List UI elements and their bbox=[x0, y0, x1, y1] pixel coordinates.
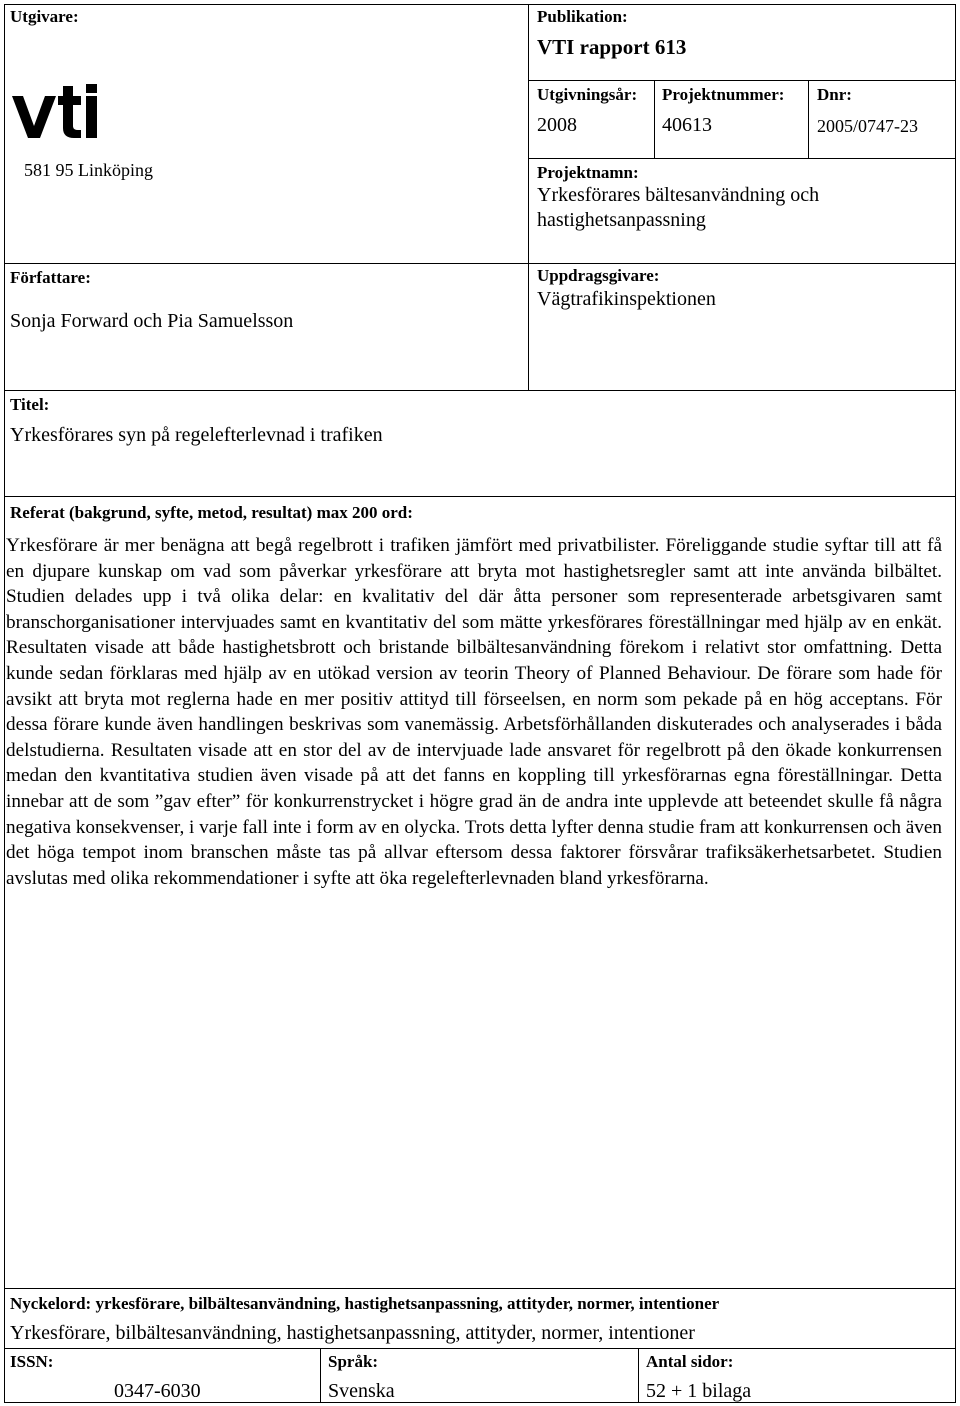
publisher-label: Utgivare: bbox=[10, 7, 79, 26]
year-value: 2008 bbox=[537, 114, 577, 136]
project-number-value: 40613 bbox=[662, 114, 712, 136]
dnr-value: 2005/0747-23 bbox=[817, 116, 918, 136]
project-number-label: Projektnummer: bbox=[662, 85, 785, 104]
divider bbox=[528, 80, 956, 81]
publisher-address: 581 95 Linköping bbox=[24, 160, 153, 180]
title-value: Yrkesförares syn på regelefterlevnad i trafiken bbox=[10, 424, 383, 446]
divider bbox=[4, 496, 956, 497]
project-name-line2: hastighetsanpassning bbox=[537, 209, 706, 231]
authors-label: Författare: bbox=[10, 268, 91, 287]
year-label: Utgivningsår: bbox=[537, 85, 638, 104]
keywords-label: Nyckelord: yrkesförare, bilbältesanvändning, hastighetsanpassning, attityder, normer, intentioner bbox=[10, 1294, 720, 1313]
project-name-line1: Yrkesförares bältesanvändning och bbox=[537, 184, 820, 206]
language-value: Svenska bbox=[328, 1380, 395, 1402]
divider bbox=[4, 1348, 956, 1349]
divider bbox=[638, 1348, 639, 1403]
divider bbox=[4, 263, 956, 264]
issn-label: ISSN: bbox=[10, 1352, 54, 1371]
vti-logo bbox=[10, 82, 102, 142]
authors-value: Sonja Forward och Pia Samuelsson bbox=[10, 310, 294, 332]
pages-value: 52 + 1 bilaga bbox=[646, 1380, 752, 1402]
project-name-label: Projektnamn: bbox=[537, 163, 639, 182]
abstract-label: Referat (bakgrund, syfte, metod, resultat) max 200 ord: bbox=[10, 503, 413, 522]
divider bbox=[528, 158, 956, 159]
divider bbox=[808, 80, 809, 158]
divider bbox=[4, 1288, 956, 1289]
client-value: Vägtrafikinspektionen bbox=[537, 288, 716, 310]
pages-label: Antal sidor: bbox=[646, 1352, 734, 1371]
client-label: Uppdragsgivare: bbox=[537, 266, 660, 285]
issn-value: 0347-6030 bbox=[114, 1380, 201, 1402]
language-label: Språk: bbox=[328, 1352, 379, 1371]
divider bbox=[654, 80, 655, 158]
divider bbox=[528, 4, 529, 390]
publication-label: Publikation: bbox=[537, 7, 628, 26]
title-label: Titel: bbox=[10, 395, 50, 414]
dnr-label: Dnr: bbox=[817, 85, 852, 104]
keywords-value: Yrkesförare, bilbältesanvändning, hastighetsanpassning, attityder, normer, intentioner bbox=[10, 1322, 695, 1344]
abstract-text: Yrkesförare är mer benägna att begå regelbrott i trafiken jämfört med privatbilister. Föreliggande studie syftar till att få en djupare kunskap om vad som påverkar yrkesförare att bryta mot hastighetsregler samt att inte använda bilbältet. Studien delades upp i två olika delar: en kvalitativ del där åtta personer som representerade arbetsgivaren samt branschorganisationer intervjuades samt en kvantitativ del som mätte yrkesförares föreställningar med hjälp av en enkät. Resultaten visade att både hastighetsbrott och bristande bilbältesanvändning förekom i relativt stor omfattning. Detta kunde sedan förklaras med hjälp av en utökad version av teorin Theory of Planned Behaviour. De förare som hade för avsikt att bryta mot reglerna hade en mer positiv attityd till förseelsen, en norm som pekade på en hög acceptans. För dessa förare kunde även handlingen beskrivas som vanemässig. Arbetsförhållanden diskuterades och analyserades i båda delstudierna. Resultaten visade att en stor del av de intervjuade lade ansvaret för regelbrott på den ökade konkurrensen medan den kvantitativa studien även visade på att det fanns en koppling till yrkesförarnas egna föreställningar. Detta innebar att de som ”gav efter” för konkurrenstrycket i högre grad än de andra inte upplevde att beteendet skulle få några negativa konsekvenser, i varje fall inte i form av en olycka. Trots detta lyfter denna studie fram att konkurrensen och även det höga tempot inom branschen måste tas på allvar eftersom dessa faktorer försvårar trafiksäkerhetsarbetet. Studien avslutas med olika rekommendationer i syfte att öka regelefterlevnaden bland yrkesförarna. bbox=[6, 535, 942, 889]
publication-value: VTI rapport 613 bbox=[537, 35, 687, 59]
divider bbox=[4, 390, 956, 391]
divider bbox=[320, 1348, 321, 1403]
